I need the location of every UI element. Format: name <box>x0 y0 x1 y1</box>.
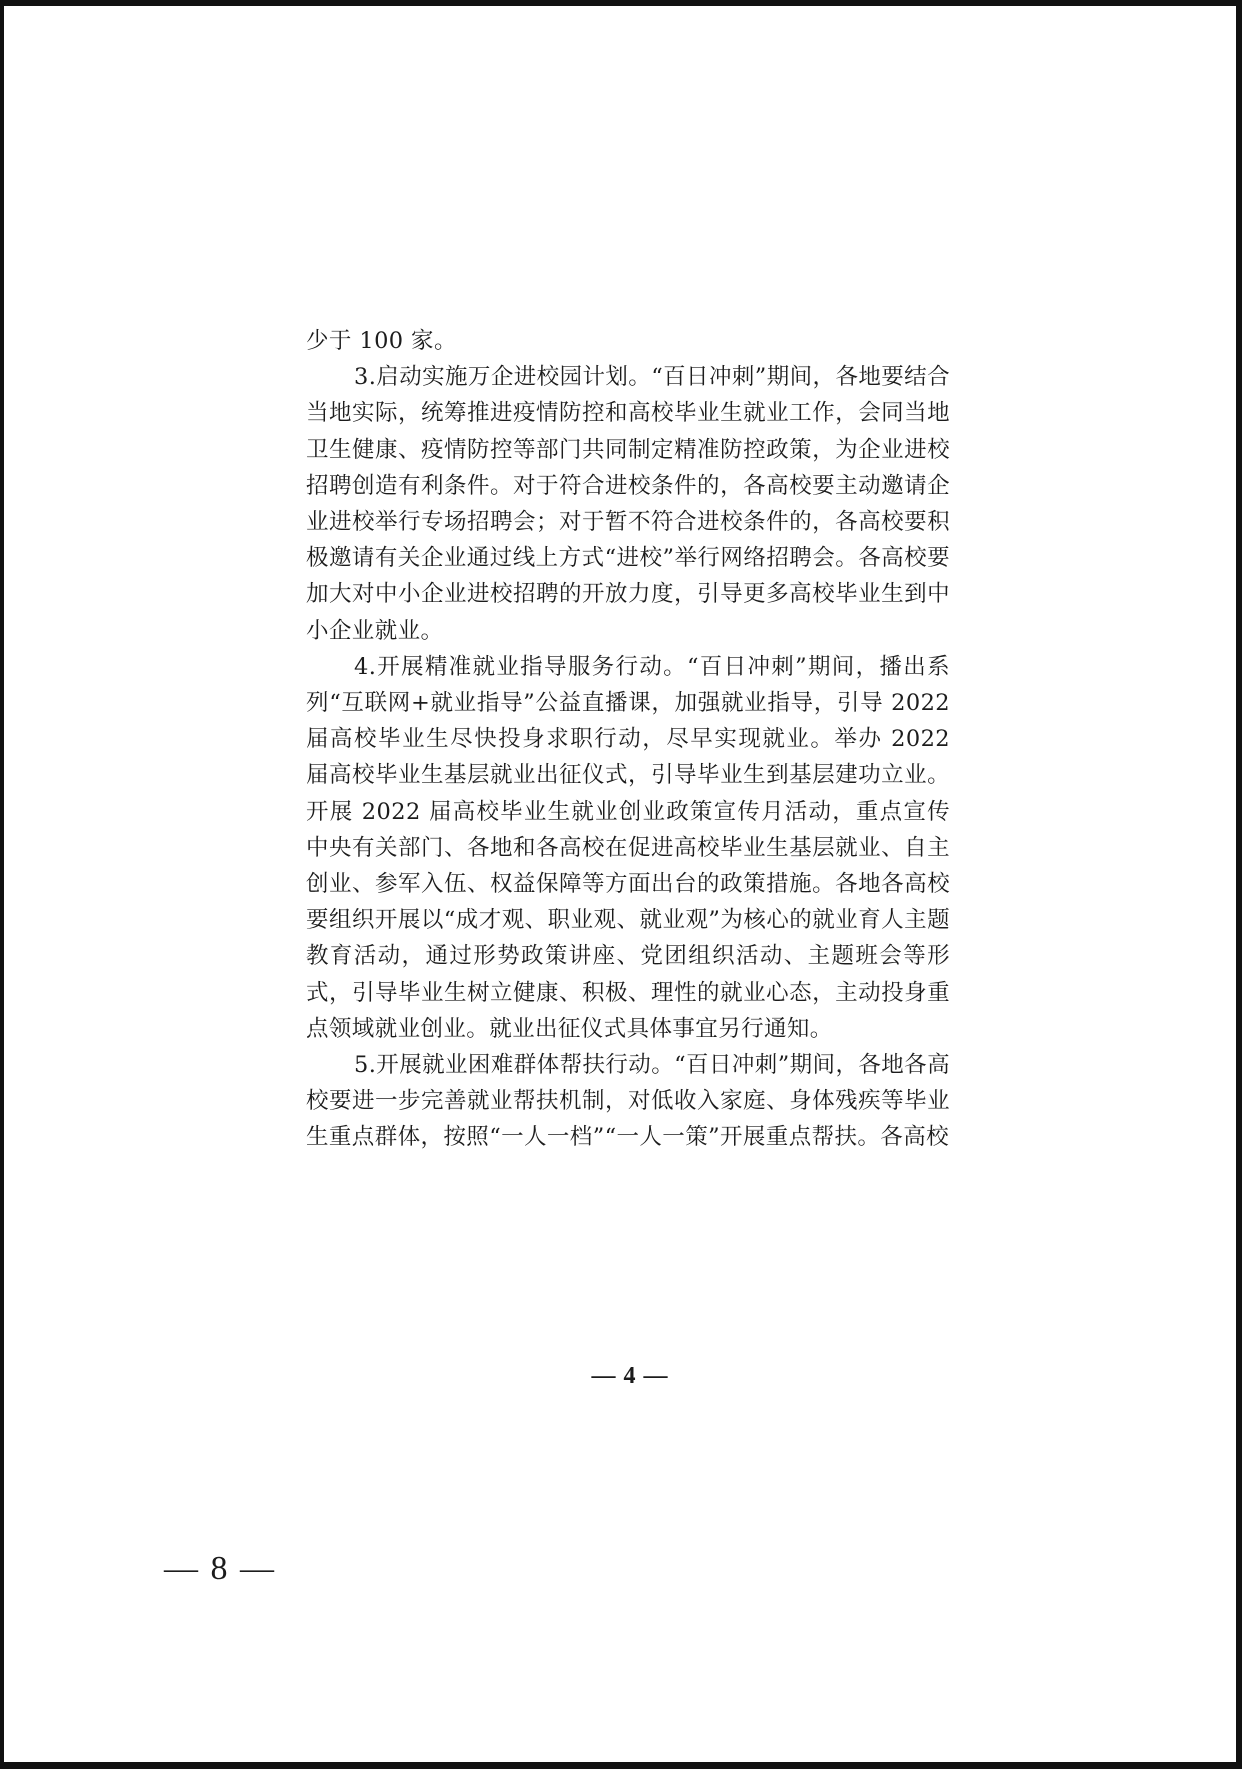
body-text <box>306 323 950 1156</box>
scan-border-bottom <box>0 1762 1242 1769</box>
outer-page-number: — 8 — <box>164 1550 276 1587</box>
inner-page-number: — 4 — <box>591 1363 669 1389</box>
paragraph-item-3: 3.启动实施万企进校园计划。“百日冲刺”期间，各地要结合当地实际，统筹推进疫情防控和高校毕业生就业工作，会同当地卫生健康、疫情防控等部门共同制定精准防控政策，为企业进校招聘创造有利条件。对于符合进校条件的，各高校要主动邀请企业进校举行专场招聘会；对于暂不符合进校条件的，各高校要积极邀请有关企业通过线上方式“进校”举行网络招聘会。各高校要加大对中小企业进校招聘的开放力度，引导更多高校毕业生到中小企业就业。 <box>306 364 950 644</box>
paragraph-item-4: 4.开展精准就业指导服务行动。“百日冲刺”期间，播出系列“互联网+就业指导”公益直播课，加强就业指导，引导 2022 届高校毕业生尽快投身求职行动，尽早实现就业。举办 2022 届高校毕业生基层就业出征仪式，引导毕业生到基层建功立业。开展 2022 届高校毕业生就业创业政策宣传月活动，重点宣传中央有关部门、各地和各高校在促进高校毕业生基层就业、自主创业、参军入伍、权益保障等方面出台的政策措施。各地各高校要组织开展以“成才观、职业观、就业观”为核心的就业育人主题教育活动，通过形势政策讲座、党团组织活动、主题班会等形式，引导毕业生树立健康、积极、理性的就业心态，主动投身重点领域就业创业。就业出征仪式具体事宜另行通知。 <box>306 653 950 1042</box>
scan-border-top <box>0 0 1242 6</box>
paragraph-item-5: 5.开展就业困难群体帮扶行动。“百日冲刺”期间，各地各高校要进一步完善就业帮扶机制，对低收入家庭、身体残疾等毕业生重点群体，按照“一人一档”“一人一策”开展重点帮扶。各高校 <box>306 1052 950 1151</box>
scan-border-right <box>1236 0 1242 1769</box>
paragraph-continuation: 少于 100 家。 <box>306 328 457 354</box>
scan-border-left <box>0 0 4 1769</box>
